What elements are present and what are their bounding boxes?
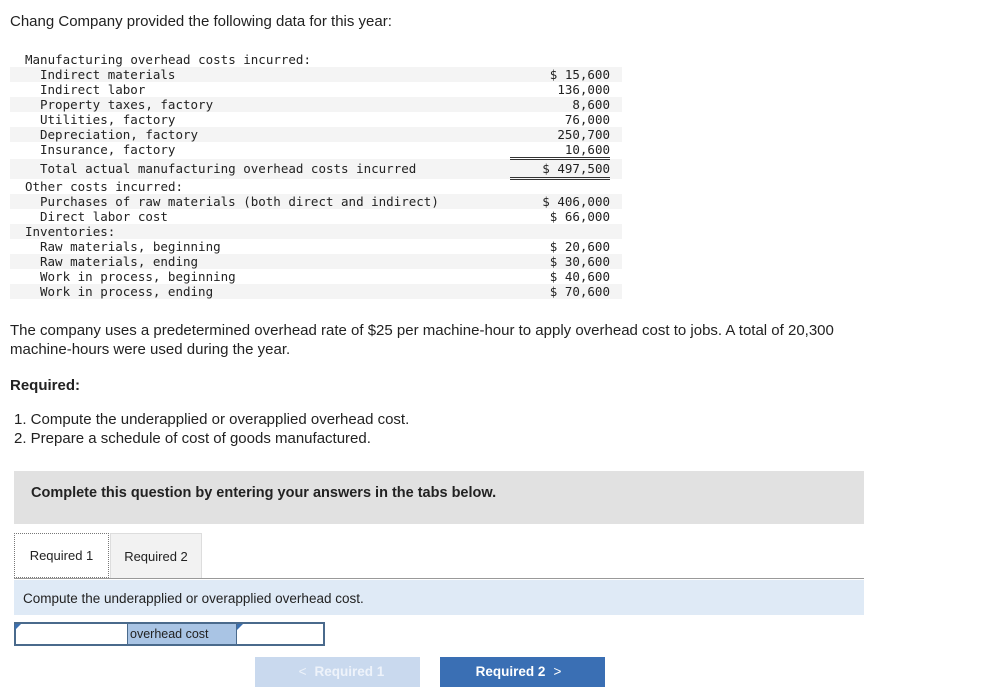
input-marker-icon <box>15 624 21 630</box>
table-row: Indirect labor 136,000 <box>40 82 610 97</box>
table-section-header: Manufacturing overhead costs incurred: <box>25 52 311 67</box>
table-row: Property taxes, factory 8,600 <box>10 97 622 112</box>
table-total-row: Total actual manufacturing overhead costs incurred $ 497,500 <box>10 159 622 179</box>
table-row: Depreciation, factory 250,700 <box>10 127 622 142</box>
chevron-left-icon: < <box>298 664 307 679</box>
table-row: Work in process, ending $ 70,600 <box>10 284 622 299</box>
tab-instruction-bar: Compute the underapplied or overapplied overhead cost. <box>14 580 864 615</box>
table-row: Purchases of raw materials (both direct and indirect) $ 406,000 <box>10 194 622 209</box>
instructions-banner: Complete this question by entering your answers in the tabs below. <box>14 471 864 524</box>
next-required-button[interactable]: Required 2 > <box>440 657 605 687</box>
cost-data-table <box>10 52 622 299</box>
intro-text: Chang Company provided the following data for this year: <box>10 13 392 30</box>
table-row: Raw materials, beginning $ 20,600 <box>40 239 610 254</box>
tab-required-1[interactable]: Required 1 <box>14 533 109 578</box>
overhead-cost-label: overhead cost <box>128 624 237 644</box>
tab-divider <box>14 578 864 579</box>
overhead-amount-input[interactable] <box>237 624 323 644</box>
tab-required-2[interactable]: Required 2 <box>110 533 202 578</box>
input-marker-icon <box>237 624 243 630</box>
table-row: Direct labor cost $ 66,000 <box>40 209 610 224</box>
table-row: Indirect materials $ 15,600 <box>10 67 622 82</box>
required-heading: Required: <box>10 377 81 394</box>
overhead-type-input[interactable] <box>16 624 128 644</box>
table-row: Work in process, beginning $ 40,600 <box>40 269 610 284</box>
table-row: Raw materials, ending $ 30,600 <box>10 254 622 269</box>
chevron-right-icon: > <box>553 664 562 679</box>
table-row: Utilities, factory 76,000 <box>40 112 610 127</box>
table-row: Insurance, factory 10,600 <box>40 142 610 157</box>
table-section-header: Inventories: <box>10 224 622 239</box>
required-list <box>14 410 409 448</box>
problem-paragraph: The company uses a predetermined overhead rate of $25 per machine-hour to apply overhead cost to jobs. A total of 20,300 machine-hours were used during the year. <box>10 322 834 358</box>
table-section-header: Other costs incurred: <box>25 179 184 194</box>
list-item: 2. Prepare a schedule of cost of goods manufactured. <box>14 430 371 447</box>
list-item: 1. Compute the underapplied or overapplied overhead cost. <box>14 411 410 428</box>
answer-row <box>14 622 325 646</box>
prev-required-button[interactable]: < Required 1 <box>255 657 420 687</box>
